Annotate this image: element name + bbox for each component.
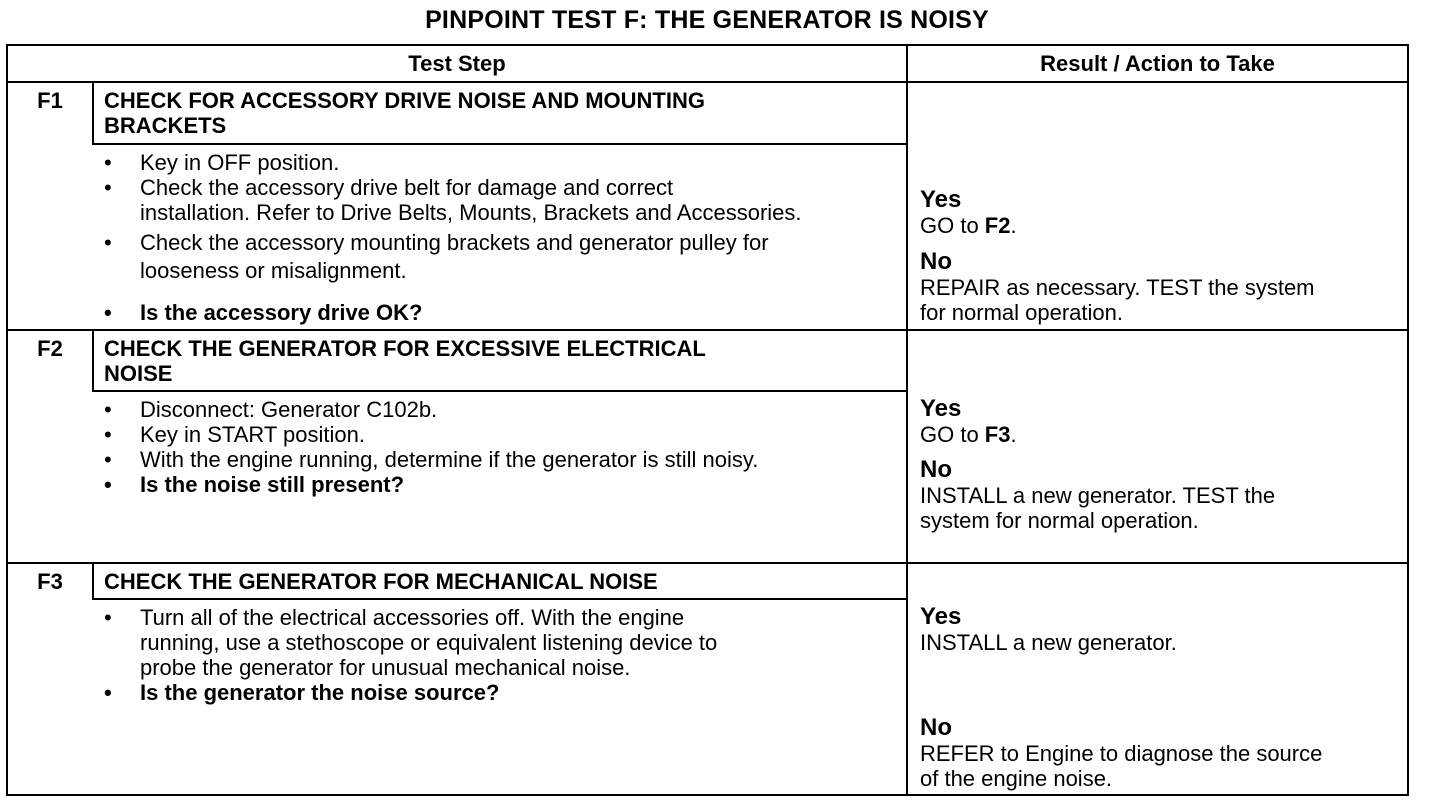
f2-bullet-1: Disconnect: Generator C102b. xyxy=(140,397,438,422)
f1-bullet-2-line1: Check the accessory drive belt for damage and correct xyxy=(140,175,674,200)
bullet-glyph: • xyxy=(104,397,112,422)
f3-bullet-1-line2: running, use a stethoscope or equivalent listening device to xyxy=(140,630,718,655)
f2-bullet-2: Key in START position. xyxy=(140,422,365,447)
f2-title-divider xyxy=(92,390,906,392)
step-title-f1-line2: BRACKETS xyxy=(104,113,227,138)
f3-title-divider xyxy=(92,598,906,600)
bullet-glyph: • xyxy=(104,472,112,497)
f1-no-action-line1: REPAIR as necessary. TEST the system xyxy=(920,275,1315,300)
step-title-f2-line2: NOISE xyxy=(104,361,173,386)
f2-no-action-line2: system for normal operation. xyxy=(920,508,1199,533)
f3-no-action-line1: REFER to Engine to diagnose the source xyxy=(920,741,1323,766)
f3-bullet-1-line3: probe the generator for unusual mechanical noise. xyxy=(140,655,631,680)
f2-yes-ref: F3 xyxy=(984,422,1011,447)
f2-no-action-line1: INSTALL a new generator. TEST the xyxy=(920,483,1276,508)
bullet-glyph: • xyxy=(104,230,112,255)
header-test-step: Test Step xyxy=(408,51,506,76)
step-id-divider-f2 xyxy=(92,331,94,390)
f3-no-label: No xyxy=(920,714,952,741)
f2-bullet-3: With the engine running, determine if the generator is still noisy. xyxy=(140,447,759,472)
bullet-glyph: • xyxy=(104,422,112,447)
f2-no-label: No xyxy=(920,456,952,483)
f1-no-action-line2: for normal operation. xyxy=(920,300,1123,325)
bullet-glyph: • xyxy=(104,447,112,472)
bullet-glyph: • xyxy=(104,300,112,325)
column-divider xyxy=(906,46,908,794)
f2-yes-action: GO to F3. xyxy=(920,422,1017,447)
f1-bullet-3-line2: looseness or misalignment. xyxy=(140,258,407,283)
step-title-f2-line1: CHECK THE GENERATOR FOR EXCESSIVE ELECTRICAL xyxy=(104,336,706,361)
bullet-glyph: • xyxy=(104,175,112,200)
f1-yes-ref: F2 xyxy=(984,213,1011,238)
f1-yes-label: Yes xyxy=(920,186,962,213)
step-id-f3: F3 xyxy=(37,569,63,594)
f3-no-action-line2: of the engine noise. xyxy=(920,766,1113,791)
f3-question: Is the generator the noise source? xyxy=(140,680,500,705)
f3-yes-action: INSTALL a new generator. xyxy=(920,630,1177,655)
bullet-glyph: • xyxy=(104,150,112,175)
f1-bullet-1: Key in OFF position. xyxy=(140,150,340,175)
f2-yes-label: Yes xyxy=(920,395,962,422)
f1-bullet-3-line1: Check the accessory mounting brackets and generator pulley for xyxy=(140,230,769,255)
step-id-divider-f3 xyxy=(92,564,94,599)
bullet-glyph: • xyxy=(104,680,112,705)
f1-no-label: No xyxy=(920,248,952,275)
step-title-f3: CHECK THE GENERATOR FOR MECHANICAL NOISE xyxy=(104,569,658,594)
f1-title-divider xyxy=(92,143,906,145)
header-result-action: Result / Action to Take xyxy=(1040,51,1275,76)
step-id-f1: F1 xyxy=(37,88,63,113)
step-id-divider-f1 xyxy=(92,83,94,144)
f2-row-divider xyxy=(8,562,1407,564)
step-id-f2: F2 xyxy=(37,336,63,361)
f1-question: Is the accessory drive OK? xyxy=(140,300,423,325)
f2-question: Is the noise still present? xyxy=(140,472,405,497)
f1-bullet-2-line2: installation. Refer to Drive Belts, Mounts, Brackets and Accessories. xyxy=(140,200,802,225)
pinpoint-test-table xyxy=(6,44,1409,796)
header-row-divider xyxy=(8,81,1407,83)
f3-yes-label: Yes xyxy=(920,603,962,630)
step-title-f1-line1: CHECK FOR ACCESSORY DRIVE NOISE AND MOUNTING xyxy=(104,88,705,113)
page-title: PINPOINT TEST F: THE GENERATOR IS NOISY xyxy=(425,6,989,34)
bullet-glyph: • xyxy=(104,605,112,630)
f1-yes-action: GO to F2. xyxy=(920,213,1017,238)
f3-bullet-1-line1: Turn all of the electrical accessories off. With the engine xyxy=(140,605,685,630)
f1-row-divider xyxy=(8,329,1407,331)
